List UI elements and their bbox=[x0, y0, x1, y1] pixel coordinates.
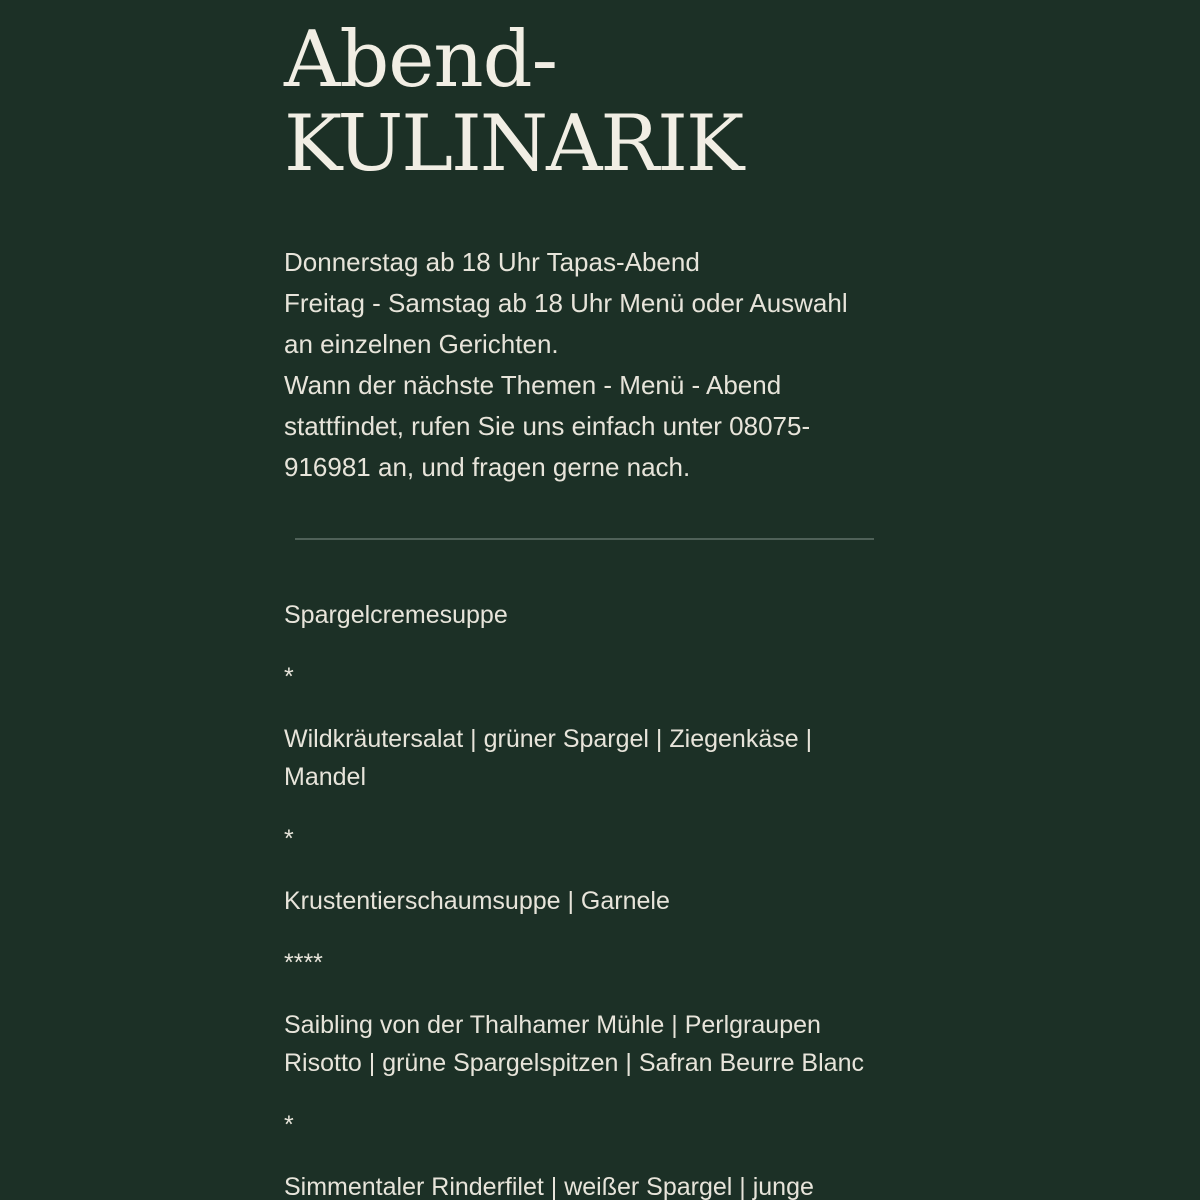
menu-list bbox=[284, 596, 869, 1200]
intro-line: Wann der nächste Themen - Menü - Abend bbox=[284, 370, 782, 400]
menu-separator: * bbox=[284, 1111, 294, 1139]
intro-text bbox=[284, 242, 869, 488]
intro-line: 916981 an, und fragen gerne nach. bbox=[284, 452, 691, 482]
menu-item: Saibling von der Thalhamer Mühle | Perlgraupen Risotto | grüne Spargelspitzen | Safran Beurre Blanc bbox=[284, 1011, 864, 1077]
menu-item: Simmentaler Rinderfilet | weißer Spargel | junge bbox=[284, 1173, 814, 1200]
content-column bbox=[284, 15, 884, 1200]
intro-line: an einzelnen Gerichten. bbox=[284, 329, 559, 359]
intro-line: Freitag - Samstag ab 18 Uhr Menü oder Auswahl bbox=[284, 288, 848, 318]
menu-item: Wildkräutersalat | grüner Spargel | Ziegenkäse | Mandel bbox=[284, 725, 813, 791]
menu-item: Spargelcremesuppe bbox=[284, 601, 508, 629]
menu-item: Krustentierschaumsuppe | Garnele bbox=[284, 887, 670, 915]
menu-separator: * bbox=[284, 825, 294, 853]
menu-separator: **** bbox=[284, 949, 323, 977]
page-title bbox=[284, 15, 884, 189]
title-line-1: Abend- bbox=[284, 15, 557, 105]
intro-line: Donnerstag ab 18 Uhr Tapas-Abend bbox=[284, 247, 700, 277]
intro-line: stattfindet, rufen Sie uns einfach unter 08075- bbox=[284, 411, 811, 441]
menu-separator: * bbox=[284, 663, 294, 691]
title-line-2: KULINARIK bbox=[284, 99, 743, 189]
divider bbox=[295, 538, 874, 540]
